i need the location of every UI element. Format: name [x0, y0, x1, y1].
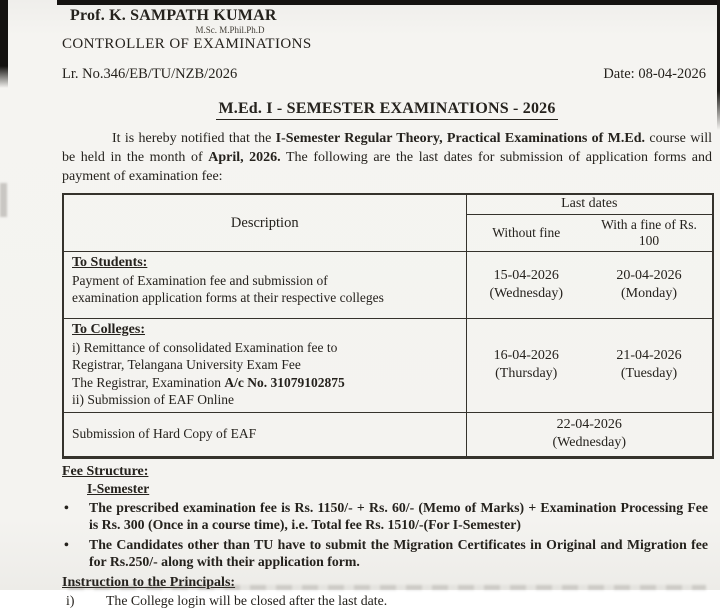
colleges-line-2: Registrar, Telangana University Exam Fee — [72, 357, 301, 372]
bullet-icon: • — [64, 499, 69, 515]
colleges-without-fine-cell — [466, 319, 586, 413]
column-header-with-fine: With a fine of Rs. 100 — [586, 215, 713, 252]
scan-artifact-left-smudge — [0, 183, 7, 217]
instruction-item-1 — [62, 592, 712, 609]
instruction-1-text: The College login will be closed after the last date. — [106, 592, 388, 608]
last-dates-table — [62, 193, 714, 459]
students-heading: To Students: — [72, 255, 148, 270]
students-without-fine-cell — [466, 252, 586, 319]
table-row-hard-copy — [63, 412, 713, 457]
colleges-with-fine-cell — [586, 319, 713, 413]
colleges-line-3-text: The Registrar, Examination — [72, 374, 225, 390]
table-row-colleges — [63, 319, 713, 413]
column-header-description: Description — [230, 214, 299, 231]
hard-copy-day: (Wednesday) — [552, 435, 626, 450]
officer-designation: CONTROLLER OF EXAMINATIONS — [62, 36, 312, 52]
account-number: A/c No. 31079102875 — [224, 374, 345, 390]
officer-credentials: M.Sc. M.Phil.Ph.D — [195, 25, 265, 35]
hard-copy-description-cell: Submission of Hard Copy of EAF — [63, 412, 466, 457]
hard-copy-date: 22-04-2026 — [556, 417, 622, 432]
fee-semester-subheading: I-Semester — [87, 480, 150, 496]
reference-line — [62, 66, 712, 83]
fee-bullet-2-text: The Candidates other than TU have to submit the Migration Certificates in Original and Migration fee for Rs.250/- along with their application form. — [89, 536, 708, 569]
letter-number: Lr. No.346/EB/TU/NZB/2026 — [62, 66, 238, 82]
instruction-1-number: i) — [66, 592, 75, 608]
colleges-line-1: i) Remittance of consolidated Examination fee to — [72, 339, 338, 355]
letterhead — [62, 7, 712, 53]
students-with-fine-date: 20-04-2026 — [616, 268, 682, 283]
students-without-fine-date: 15-04-2026 — [493, 268, 559, 283]
colleges-without-fine-day: (Thursday) — [495, 366, 558, 382]
intro-text-3: The following are the last dates for submission of application forms and payment of examination fee: — [62, 150, 712, 184]
colleges-line-3 — [72, 374, 460, 392]
colleges-without-fine-date: 16-04-2026 — [493, 348, 559, 364]
intro-text-2: course will be held in the month of — [62, 131, 713, 165]
scan-artifact-top-edge — [57, 0, 720, 5]
scan-artifact-left-edge — [0, 0, 8, 88]
scan-artifact-cutoff-line — [68, 585, 706, 590]
intro-paragraph — [62, 129, 712, 186]
table-header-row-1 — [63, 194, 713, 215]
colleges-with-fine-day: (Tuesday) — [620, 366, 678, 382]
officer-name: Prof. K. SAMPATH KUMAR — [70, 7, 277, 24]
colleges-with-fine-date: 21-04-2026 — [616, 348, 682, 364]
colleges-heading: To Colleges: — [72, 322, 145, 337]
students-description-cell — [63, 252, 466, 319]
fee-bullet-1 — [62, 499, 712, 534]
fee-bullet-2 — [62, 536, 712, 571]
colleges-line-4: ii) Submission of EAF Online — [72, 392, 235, 407]
letter-date: Date: 08-04-2026 — [603, 66, 706, 82]
fee-bullet-1-text: The prescribed examination fee is Rs. 1150/- + Rs. 60/- (Memo of Marks) + Examination Processing Fee is Rs. 300 (Once in a course time), i.e. Total fee Rs. 1510/-(For I-Semester) — [89, 499, 708, 532]
students-line-1: Payment of Examination fee and submission of — [72, 272, 328, 288]
fee-structure-heading: Fee Structure: — [62, 463, 149, 479]
students-line-2: examination application forms at their respective colleges — [72, 290, 384, 305]
intro-bold-exams: I-Semester Regular Theory, Practical Examinations of M.Ed. — [275, 131, 646, 146]
title-row — [62, 100, 712, 120]
colleges-description-cell — [63, 319, 466, 413]
notification-title: M.Ed. I - SEMESTER EXAMINATIONS - 2026 — [216, 100, 557, 120]
hard-copy-date-cell — [466, 412, 713, 457]
column-header-without-fine: Without fine — [466, 215, 586, 252]
instructions-heading: Instruction to the Principals: — [62, 574, 236, 590]
intro-text-1: It is hereby notified that the — [112, 131, 276, 146]
intro-bold-month: April, 2026. — [208, 150, 281, 165]
students-with-fine-day: (Monday) — [621, 286, 677, 301]
table-row-students — [63, 252, 713, 319]
bullet-icon: • — [64, 536, 69, 552]
students-without-fine-day: (Wednesday) — [489, 286, 563, 301]
column-header-last-dates: Last dates — [466, 194, 713, 215]
students-with-fine-cell — [586, 252, 713, 319]
